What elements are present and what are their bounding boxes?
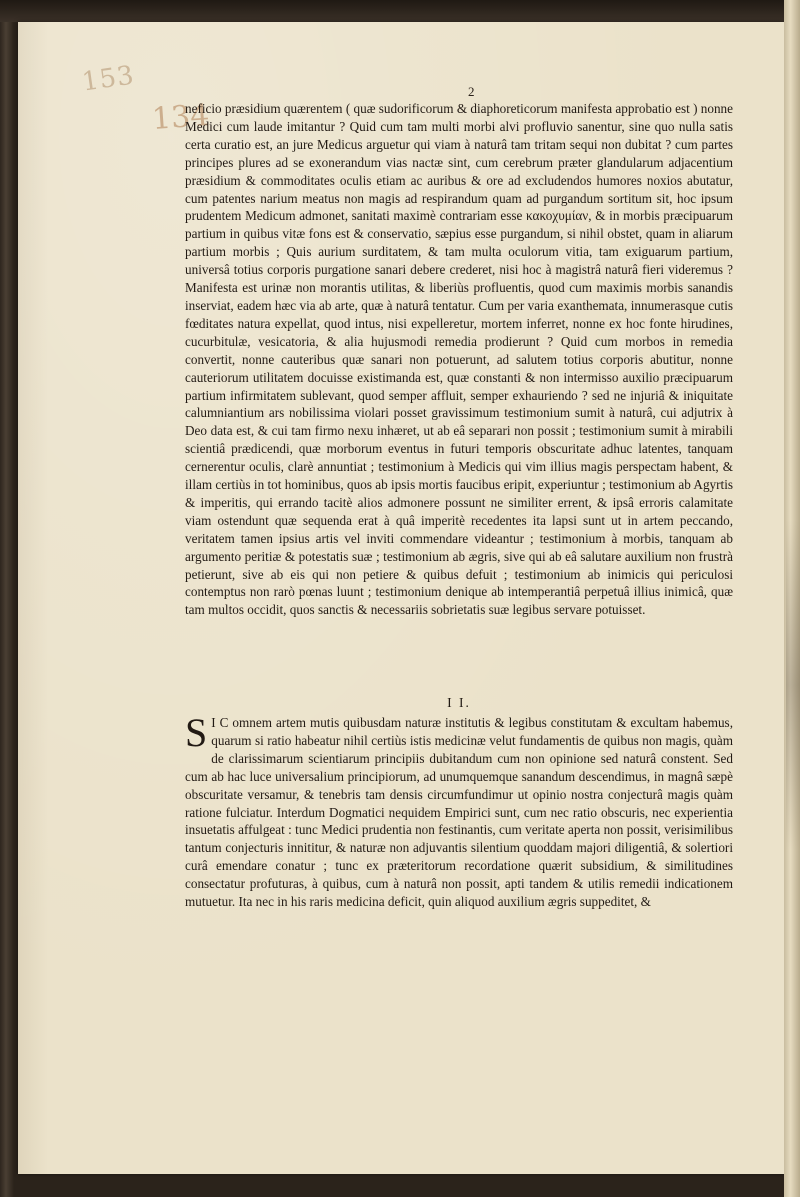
paragraph-2: I C omnem artem mutis quibusdam naturæ institutis & legibus constitutam & excultam habemus, quarum si ratio habeatur nihil certiùs istis medicinæ velut fundamentis de quibus non magis, quàm de clarissimarum scientiarum principiis dubitandum cum non opinione sed naturâ constent. Sed cum ab hac luce universalium principiorum, ad unumquemque sanandum descendimus, in magnâ sæpè obscuritate versamur, & tenebris tam densis circumfundimur ut opinio nostra conjecturâ magis quàm ratione fulciatur. Interdum Dogmatici nequidem Empirici sunt, cum nec ratio obscuris, nec experientia insuetatis affulgeat : tunc Medici prudentia non festinantis, cum veritate aperta non possit, verisimilibus tantum conjecturis innititur, & naturæ non adjuvantis silentium quoddam majori diligentiâ, & solertiori curâ emendare conatur ; tunc ex præteritorum recordatione quærit subsidium, & similitudines consectatur profuturas, à quibus, cum à naturâ non possit, apti tandem & utilis remedii indicationem mutuetur. Ita nec in his raris medicina deficit, quin aliquod auxilium ægris suppeditet, &: [185, 715, 733, 910]
show-through-shadow: [786, 520, 800, 850]
handwritten-folio-number: 153: [80, 60, 137, 98]
body-text-1: [185, 100, 733, 619]
section-heading: I I.: [447, 695, 471, 710]
handwritten-folio-number-2: 134: [150, 98, 211, 137]
signature-mark: 2: [468, 84, 475, 99]
drop-cap: S: [185, 710, 208, 755]
paragraph-1: neficio præsidium quærentem ( quæ sudorificorum & diaphoreticorum manifesta approbatio est ) nonne Medici cum laude imitantur ? Quid cum tam multi morbi alvi profluvio sanentur, sine quo nulla satis certa curatio est, an jure Medicus arguetur qui viam à naturâ tam tritam sequi non dubitat ? cum partes principes plures ad se exonerandum vias nactæ sint, cum cerebrum præter glandularum adjacentium præsidium & commoditates oculis etiam ac auribus & ore ad excludendos humores noxios abutatur, cum patentes narium meatus non magis ad respirandum quam ad purgandum sortitum sit, hoc ipsum prudentem Medicum admonet, sanitati maximè contrariam esse κακοχυμίαν, & in morbis præcipuarum partium in quibus vitæ fons est & conservatio, sæpius esse purgandum, si nihil obstet, quam in aliarum partium morbis ; Quis aurium surditatem, & tam multa oculorum vitia, tam exiguarum partium, universâ totius corporis purgatione sanari debere crederet, nisi hoc à magistrâ naturâ fieri videremus ? Manifesta est urinæ non morantis utilitas, & liberiùs profluentis, quod cum maximis morbis sanandis inserviat, eadem hæc via ab arte, quæ à naturâ tentatur. Cum per varia exanthemata, innumerasque cutis fœditates natura expellat, quod intus, nisi expelleretur, mortem inferret, nonne ex hoc fonte hirudines, cucurbitulæ, vesicatoria, & alia hujusmodi remedia prodierunt ? Quid cum morbos in remedia convertit, nonne cauteribus quæ sanari non potuerunt, ad salutem totius corporis abutitur, nonne cauteriorum utilitatem docuisse existimanda est, quæ constanti & non intermisso auxilio præcipuarum partium infirmitatem sublevant, quod semper affluit, semper exhauriendo ? sed ne injuriâ & iniquitate calumniantium ars nobilissima violari posset gravissimum testimonium sumit à naturâ, cui adjutrix à Deo data est, & cui tam firmo nexu inhæret, ut ab eâ separari non possit ; testimonium sumit à mirabili scientiâ prædicendi, quæ morborum eventus in futuri temporis obscuritate adhuc latentes, tanquam cernerentur oculis, clarè annuntiat ; testimonium à Medicis qui vim illius magis perspectam habent, & illam certiùs in tot hominibus, quos ab ipsis mortis faucibus eripit, experiuntur ; testimonium ab Agyrtis & imperitis, qui errando tacitè alios admonere possunt ne similiter errent, & ipsâ erroris calamitate viam ostendunt quæ sequenda erat à quâ imperitè recedentes ita lapsi sunt ut in artem peccando, veritatem tamen ipsius artis vel inviti commendare videantur ; testimonium à morbis, tanquam ab argumento peritiæ & potestatis suæ ; testimonium ab ægris, sive qui ab eâ salutare auxilium non frustrà petierunt, sive ab eis qui non petiere & quibus defuit ; testimonium ab inimicis qui periculosi contemptus non rarò pœnas luunt ; testimonium denique ab intemperantiâ perpetuâ illius inimicâ, quæ tam multos occidit, quos sanctis & necessariis sobrietatis suæ legibus servare potuisset.: [185, 101, 733, 618]
book-top-edge: [0, 0, 800, 22]
body-text-2: [185, 710, 733, 911]
